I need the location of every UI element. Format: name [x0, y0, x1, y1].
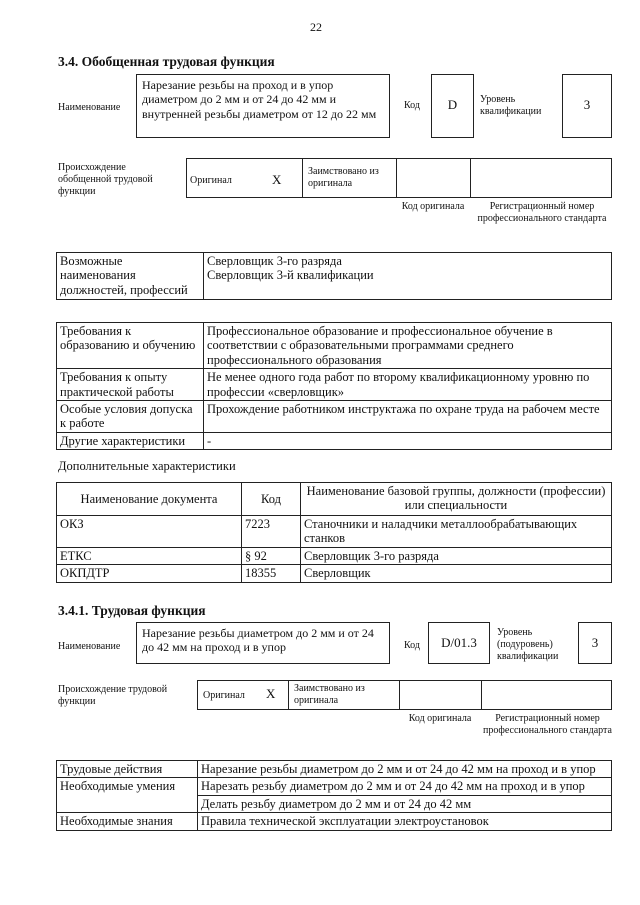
- original-mark: X: [266, 686, 276, 701]
- name-label: Наименование: [58, 641, 121, 652]
- req-label: Особые условия допуска к работе: [57, 400, 204, 432]
- req-value: Прохождение работником инструктажа по охране труда на рабочем месте: [204, 400, 612, 432]
- req-value: Не менее одного года работ по второму квалификационному уровню по профессии «сверловщик»: [204, 369, 612, 401]
- req-label: Требования к образованию и обучению: [57, 323, 204, 369]
- code-value: D: [447, 97, 458, 112]
- code-label: Код: [404, 640, 420, 651]
- req-label: Другие характеристики: [57, 432, 204, 449]
- reg-number-label: Регистрационный номер профессионального стандарта: [483, 713, 612, 736]
- skill-item: Делать резьбу диаметром до 2 мм и от 24 до 42 мм: [198, 795, 612, 812]
- req-label: Требования к опыту практической работы: [57, 369, 204, 401]
- name-box: [136, 622, 390, 664]
- table-header: [57, 483, 612, 516]
- origin-box: [197, 680, 612, 710]
- col-code: Код: [242, 483, 301, 516]
- table-row: [57, 761, 612, 778]
- positions-label: Возможные наименования должностей, профессий: [57, 253, 204, 300]
- cell-name: Сверловщик 3-го разряда: [301, 547, 612, 564]
- level-label: Уровень (подуровень) квалификации: [497, 627, 559, 662]
- level-value: 3: [583, 97, 591, 112]
- table-row: [57, 547, 612, 564]
- reg-number-label: Регистрационный номер профессионального стандарта: [477, 201, 607, 224]
- cell-doc: ЕТКС: [57, 547, 242, 564]
- req-value: -: [204, 432, 612, 449]
- origin-label: Происхождение трудовой функции: [58, 684, 168, 707]
- borrowed-label: Заимствовано из оригинала: [294, 683, 365, 706]
- page-number: 22: [310, 20, 322, 34]
- cell-name: Сверловщик: [301, 565, 612, 582]
- table-row: [57, 323, 612, 369]
- table-row: [57, 400, 612, 432]
- requirements-table: [56, 322, 612, 450]
- original-label: Оригинал: [190, 175, 232, 186]
- skill-item: Нарезать резьбу диаметром до 2 мм и от 24 до 42 мм на проход и в упор: [198, 778, 612, 795]
- name-value: Нарезание резьбы на проход и в упор диаметром до 2 мм и от 24 до 42 мм и внутренней резьбы диаметром от 12 до 22 мм: [142, 78, 377, 121]
- position-item: Сверловщик 3-й квалификации: [207, 268, 374, 283]
- name-value: Нарезание резьбы диаметром до 2 мм и от 24 до 42 мм на проход и в упор: [142, 626, 374, 655]
- level-box: [562, 74, 612, 138]
- col-doc: Наименование документа: [57, 483, 242, 516]
- borrowed-label: Заимствовано из оригинала: [308, 166, 379, 189]
- table-row: [57, 432, 612, 449]
- col-name: Наименование базовой группы, должности (профессии) или специальности: [301, 483, 612, 516]
- cell-doc: ОКЗ: [57, 516, 242, 548]
- req-value: Профессиональное образование и профессиональное обучение в соответствии с образовательными программами среднего профессионального образования: [204, 323, 612, 369]
- table-row: [57, 516, 612, 548]
- name-label: Наименование: [58, 102, 121, 113]
- positions-table: [56, 252, 612, 300]
- code-box: [428, 622, 490, 664]
- origin-label: Происхождение обобщенной трудовой функции: [58, 162, 153, 197]
- knowledge-label: Необходимые знания: [57, 813, 198, 830]
- level-label: Уровень квалификации: [480, 94, 542, 117]
- cell-name: Станочники и наладчики металлообрабатывающих станков: [301, 516, 612, 548]
- origin-code-label: Код оригинала: [408, 713, 472, 724]
- actions-label: Трудовые действия: [57, 761, 198, 778]
- section-heading: 3.4.1. Трудовая функция: [58, 603, 206, 618]
- knowledge-value: Правила технической эксплуатации электроустановок: [198, 813, 612, 830]
- functions-table: [56, 760, 612, 831]
- table-row: [57, 813, 612, 830]
- actions-value: Нарезание резьбы диаметром до 2 мм и от 24 до 42 мм на проход и в упор: [198, 761, 612, 778]
- cell-code: 18355: [242, 565, 301, 582]
- code-box: [431, 74, 474, 138]
- cell-doc: ОКПДТР: [57, 565, 242, 582]
- table-row: [57, 369, 612, 401]
- origin-box: [186, 158, 612, 198]
- position-item: Сверловщик 3-го разряда: [207, 254, 342, 268]
- original-label: Оригинал: [203, 690, 245, 701]
- origin-code-label: Код оригинала: [401, 201, 465, 212]
- table-row: [57, 778, 612, 795]
- cell-code: § 92: [242, 547, 301, 564]
- additional-heading: Дополнительные характеристики: [58, 459, 236, 473]
- additional-table: [56, 482, 612, 583]
- name-box: [136, 74, 390, 138]
- code-label: Код: [404, 100, 420, 111]
- original-mark: X: [272, 172, 282, 187]
- level-value: 3: [591, 635, 599, 650]
- level-box: [578, 622, 612, 664]
- table-row: [57, 565, 612, 582]
- skills-label: Необходимые умения: [57, 778, 198, 813]
- section-heading: 3.4. Обобщенная трудовая функция: [58, 54, 275, 69]
- code-value: D/01.3: [441, 635, 477, 650]
- positions-values: [204, 253, 612, 300]
- cell-code: 7223: [242, 516, 301, 548]
